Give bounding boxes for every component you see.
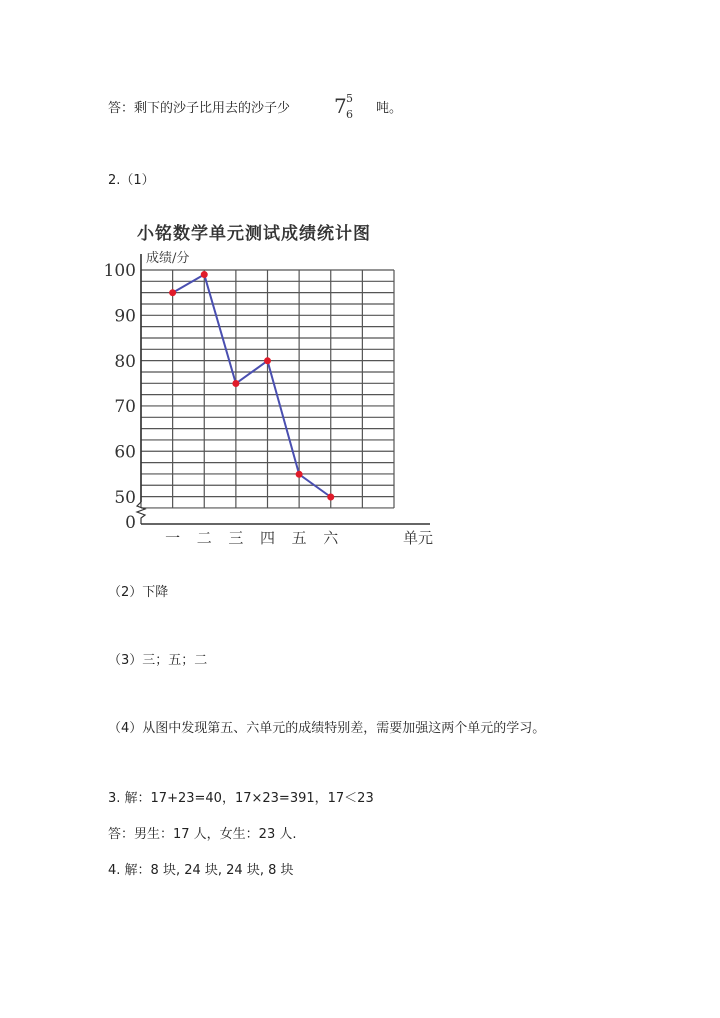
y-axis-label: 成绩/分: [146, 251, 190, 266]
data-point: [201, 271, 208, 278]
data-point: [232, 380, 239, 387]
line-chart: [100, 246, 445, 551]
y-tick-label: 90: [114, 306, 136, 327]
y-tick-label: 0: [125, 513, 136, 533]
y-tick-label: 100: [103, 261, 136, 281]
answer-2-2: （2）下降: [108, 585, 169, 600]
fraction-whole: 7: [334, 94, 347, 118]
x-tick-label: 四: [259, 529, 276, 547]
x-tick-label: 六: [323, 529, 339, 547]
chart-title: 小铭数学单元测试成绩统计图: [137, 224, 371, 244]
answer-prefix: 答：剩下的沙子比用去的沙子少: [108, 101, 291, 116]
x-tick-label: 二: [196, 529, 212, 547]
question-2-label: 2.（1）: [108, 173, 155, 188]
answer-2-4: （4）从图中发现第五、六单元的成绩特别差，需要加强这两个单元的学习。: [108, 721, 546, 736]
y-tick-label: 70: [114, 397, 136, 418]
question-3-answer: 答：男生：17 人，女生：23 人.: [108, 827, 297, 842]
y-tick-label: 60: [114, 442, 136, 463]
fraction-numerator: 5: [346, 92, 353, 105]
question-3-solution: 3. 解：17+23=40，17×23=391，17＜23: [108, 791, 374, 806]
x-tick-label: 一: [165, 529, 181, 547]
data-point: [327, 494, 334, 501]
x-tick-label: 五: [291, 529, 307, 547]
x-tick-label: 三: [228, 529, 244, 547]
fraction-denominator: 6: [346, 108, 353, 121]
answer-2-3: （3）三；五；二: [108, 653, 208, 668]
y-tick-label: 50: [114, 488, 136, 508]
answer-suffix: 吨。: [376, 101, 403, 116]
data-point: [169, 289, 176, 296]
question-4-solution: 4. 解：8 块, 24 块, 24 块, 8 块: [108, 863, 294, 878]
y-tick-label: 80: [114, 351, 136, 372]
data-point: [264, 357, 271, 364]
series-line: [173, 275, 331, 497]
data-point: [296, 471, 303, 478]
answer-line-1: [108, 100, 290, 118]
x-axis-label: 单元: [402, 529, 434, 547]
